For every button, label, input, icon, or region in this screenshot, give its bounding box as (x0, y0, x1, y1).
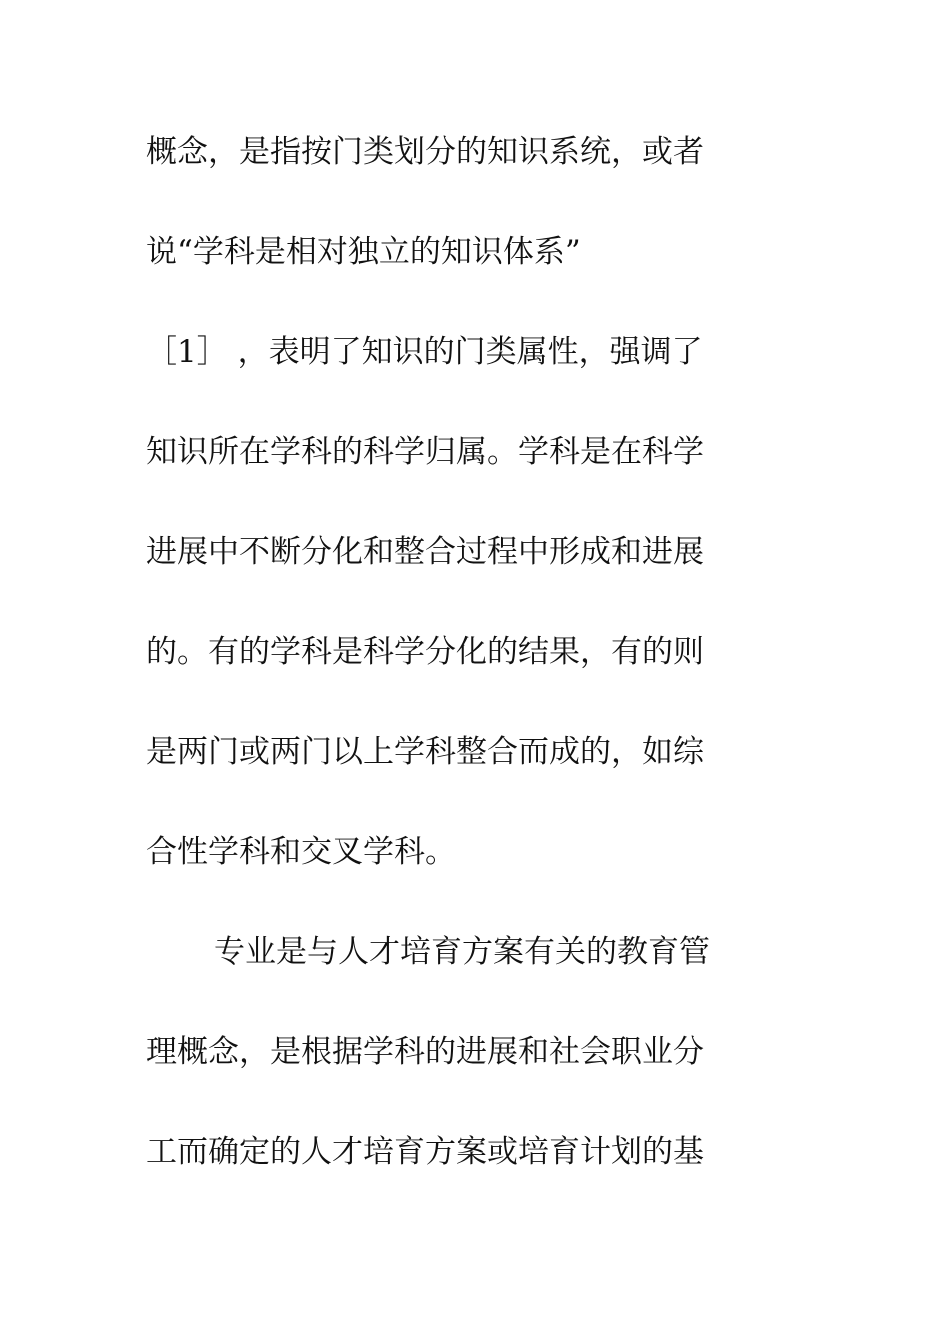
text-line: 理概念，是根据学科的进展和社会职业分 (146, 1034, 704, 1070)
text-line: 是两门或两门以上学科整合而成的，如综 (146, 734, 704, 770)
text-line: 概念，是指按门类划分的知识系统，或者 (146, 134, 704, 170)
text-line: ［1］ ，表明了知识的门类属性，强调了 (146, 334, 703, 370)
text-line: 说“学科是相对独立的知识体系” (146, 234, 581, 270)
text-line: 工而确定的人才培育方案或培育计划的基 (146, 1134, 704, 1170)
text-line: 知识所在学科的科学归属。学科是在科学 (146, 434, 704, 470)
text-line: 进展中不断分化和整合过程中形成和进展 (146, 534, 704, 570)
paragraph-start-line: 专业是与人才培育方案有关的教育管 (214, 934, 710, 970)
text-line: 的。有的学科是科学分化的结果，有的则 (146, 634, 704, 670)
text-line: 合性学科和交叉学科。 (146, 834, 456, 870)
